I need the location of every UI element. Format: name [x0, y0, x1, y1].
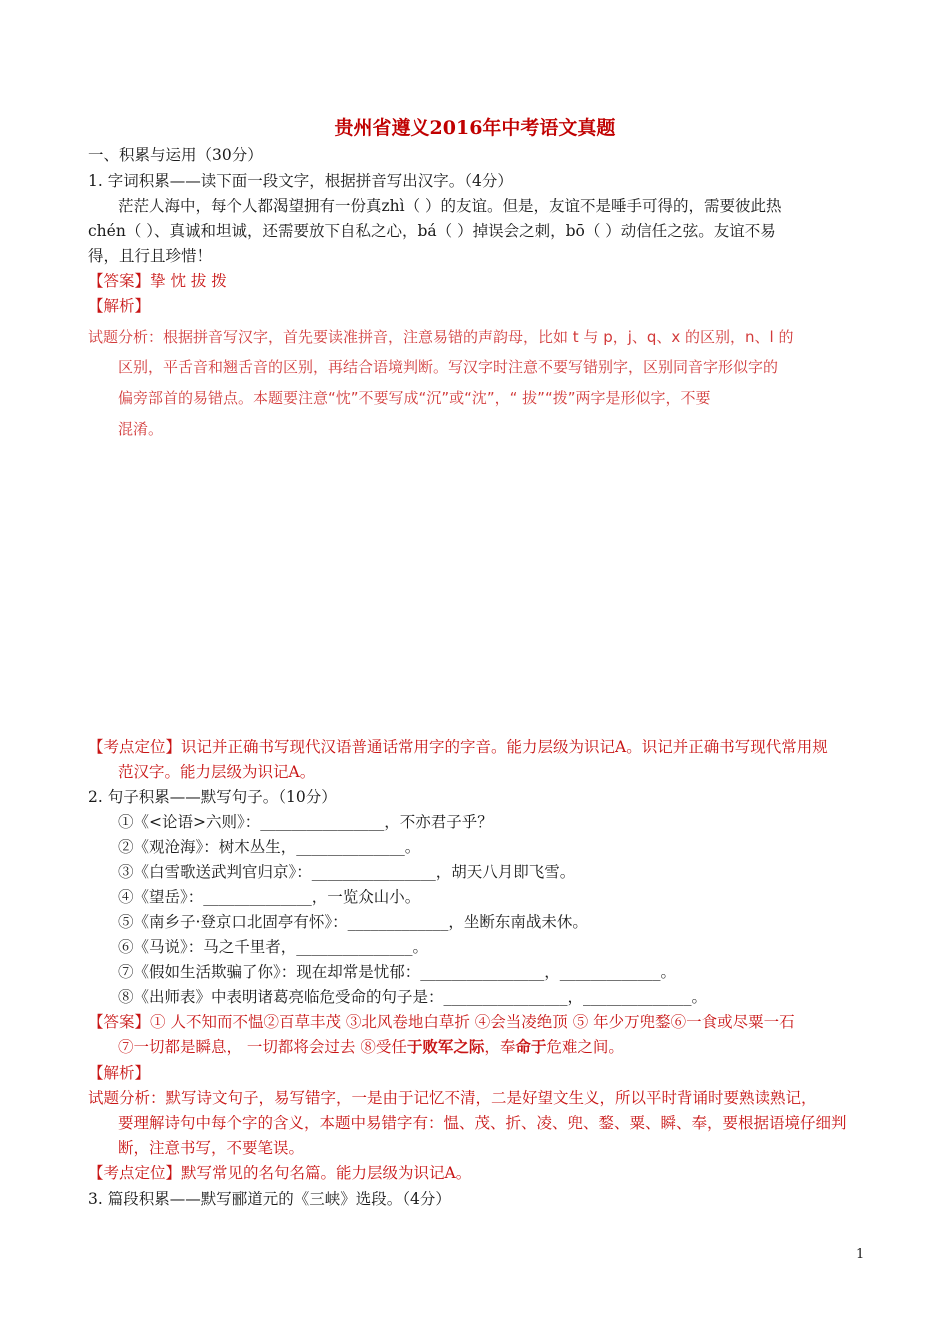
exam-point-label: 【考点定位】 — [88, 1164, 182, 1182]
fill-blank-item: ⑤《南乡子·登京口北固亭有怀》：_____________，坐断东南战未休。 — [118, 913, 588, 931]
answer-text: 挚 忱 拔 拨 — [150, 272, 227, 290]
question-1-heading: 1. 字词积累——读下面一段文字，根据拼音写出汉字。（4分） — [88, 172, 513, 190]
analysis-label: 【解析】 — [88, 1064, 151, 1082]
analysis-line: 试题分析：根据拼音写汉字，首先要读准拼音，注意易错的声韵母，比如 t 与 p，j、q、x 的区别，n、l 的 — [88, 328, 794, 346]
analysis-line: 混淆。 — [118, 420, 164, 438]
question-2-heading: 2. 句子积累——默写句子。（10分） — [88, 788, 337, 806]
fill-blank-item: ④《望岳》：______________，一览众山小。 — [118, 888, 421, 906]
page-title: 贵州省遵义2016年中考语文真题 — [334, 117, 616, 139]
answer-label: 【答案】 — [88, 1013, 151, 1031]
answer-text: 危难之间。 — [546, 1038, 624, 1056]
answer-2-continued — [118, 1036, 624, 1058]
analysis-label: 【解析】 — [88, 297, 151, 315]
analysis-line: 试题分析：默写诗文句子，易写错字，一是由于记忆不清，二是好望文生义，所以平时背诵时要熟读熟记， — [88, 1089, 817, 1107]
exam-point-label: 【考点定位】 — [88, 738, 182, 756]
exam-point-text: 默写常见的名句名篇。能力层级为识记A。 — [181, 1164, 472, 1182]
fill-blank-item: ③《白雪歌送武判官归京》：________________，胡天八月即飞雪。 — [118, 863, 576, 881]
analysis-line: 要理解诗句中每个字的含义，本题中易错字有：愠、茂、折、凌、兜、鍪、粟、瞬、奉，要根据语境仔细判 — [118, 1114, 847, 1132]
answer-text: ⑦一切都是瞬息， 一切都将会过去 ⑧受任 — [118, 1038, 407, 1056]
answer-text: ，奉 — [484, 1038, 516, 1056]
analysis-line: 断，注意书写，不要笔误。 — [118, 1139, 305, 1157]
question-1-passage-line: 得，且行且珍惜！ — [88, 247, 213, 265]
page-number: 1 — [856, 1247, 865, 1262]
analysis-line: 偏旁部首的易错点。本题要注意“忱”不要写成“沉”或“沈”，“ 拔”“拨”两字是形似字，不要 — [118, 389, 711, 407]
answer-text: ① 人不知而不愠②百草丰茂 ③北风卷地白草折 ④会当凌绝顶 ⑤ 年少万兜鍪⑥一食或尽粟一石 — [150, 1013, 795, 1031]
answer-text-bold: 于败军之际 — [406, 1037, 485, 1056]
fill-blank-item: ⑧《出师表》中表明诸葛亮临危受命的句子是：________________，______________。 — [118, 988, 708, 1006]
answer-text-bold: 命于 — [515, 1037, 547, 1056]
exam-point-1 — [88, 736, 828, 758]
exam-point-text: 范汉字。能力层级为识记A。 — [118, 763, 316, 781]
answer-1 — [88, 270, 227, 292]
fill-blank-item: ②《观沧海》：树木丛生，______________。 — [118, 838, 421, 856]
answer-label: 【答案】 — [88, 272, 151, 290]
fill-blank-item: ⑥《马说》：马之千里者，_______________。 — [118, 938, 429, 956]
section-heading: 一、积累与运用（30分） — [88, 146, 263, 164]
fill-blank-item: ①《<论语>六则》：________________，不亦君子乎？ — [118, 813, 493, 831]
question-1-passage-line: 茫茫人海中，每个人都渴望拥有一份真zhì（ ）的友谊。但是，友谊不是唾手可得的，需要彼此热 — [118, 197, 782, 215]
exam-point-text: 识记并正确书写现代汉语普通话常用字的字音。能力层级为识记A。识记并正确书写现代常用规 — [181, 738, 828, 756]
question-3-heading: 3. 篇段积累——默写郦道元的《三峡》选段。（4分） — [88, 1190, 451, 1208]
question-1-passage-line: chén（ ）、真诚和坦诚，还需要放下自私之心，bá（ ）掉误会之刺，bō（ ）动信任之弦。友谊不易 — [88, 222, 776, 240]
answer-2 — [88, 1011, 795, 1033]
fill-blank-item: ⑦《假如生活欺骗了你》：现在却常是忧郁：________________，_____________。 — [118, 963, 677, 981]
analysis-line: 区别，平舌音和翘舌音的区别，再结合语境判断。写汉字时注意不要写错别字，区别同音字形似字的 — [118, 358, 779, 376]
exam-point-2 — [88, 1162, 471, 1184]
